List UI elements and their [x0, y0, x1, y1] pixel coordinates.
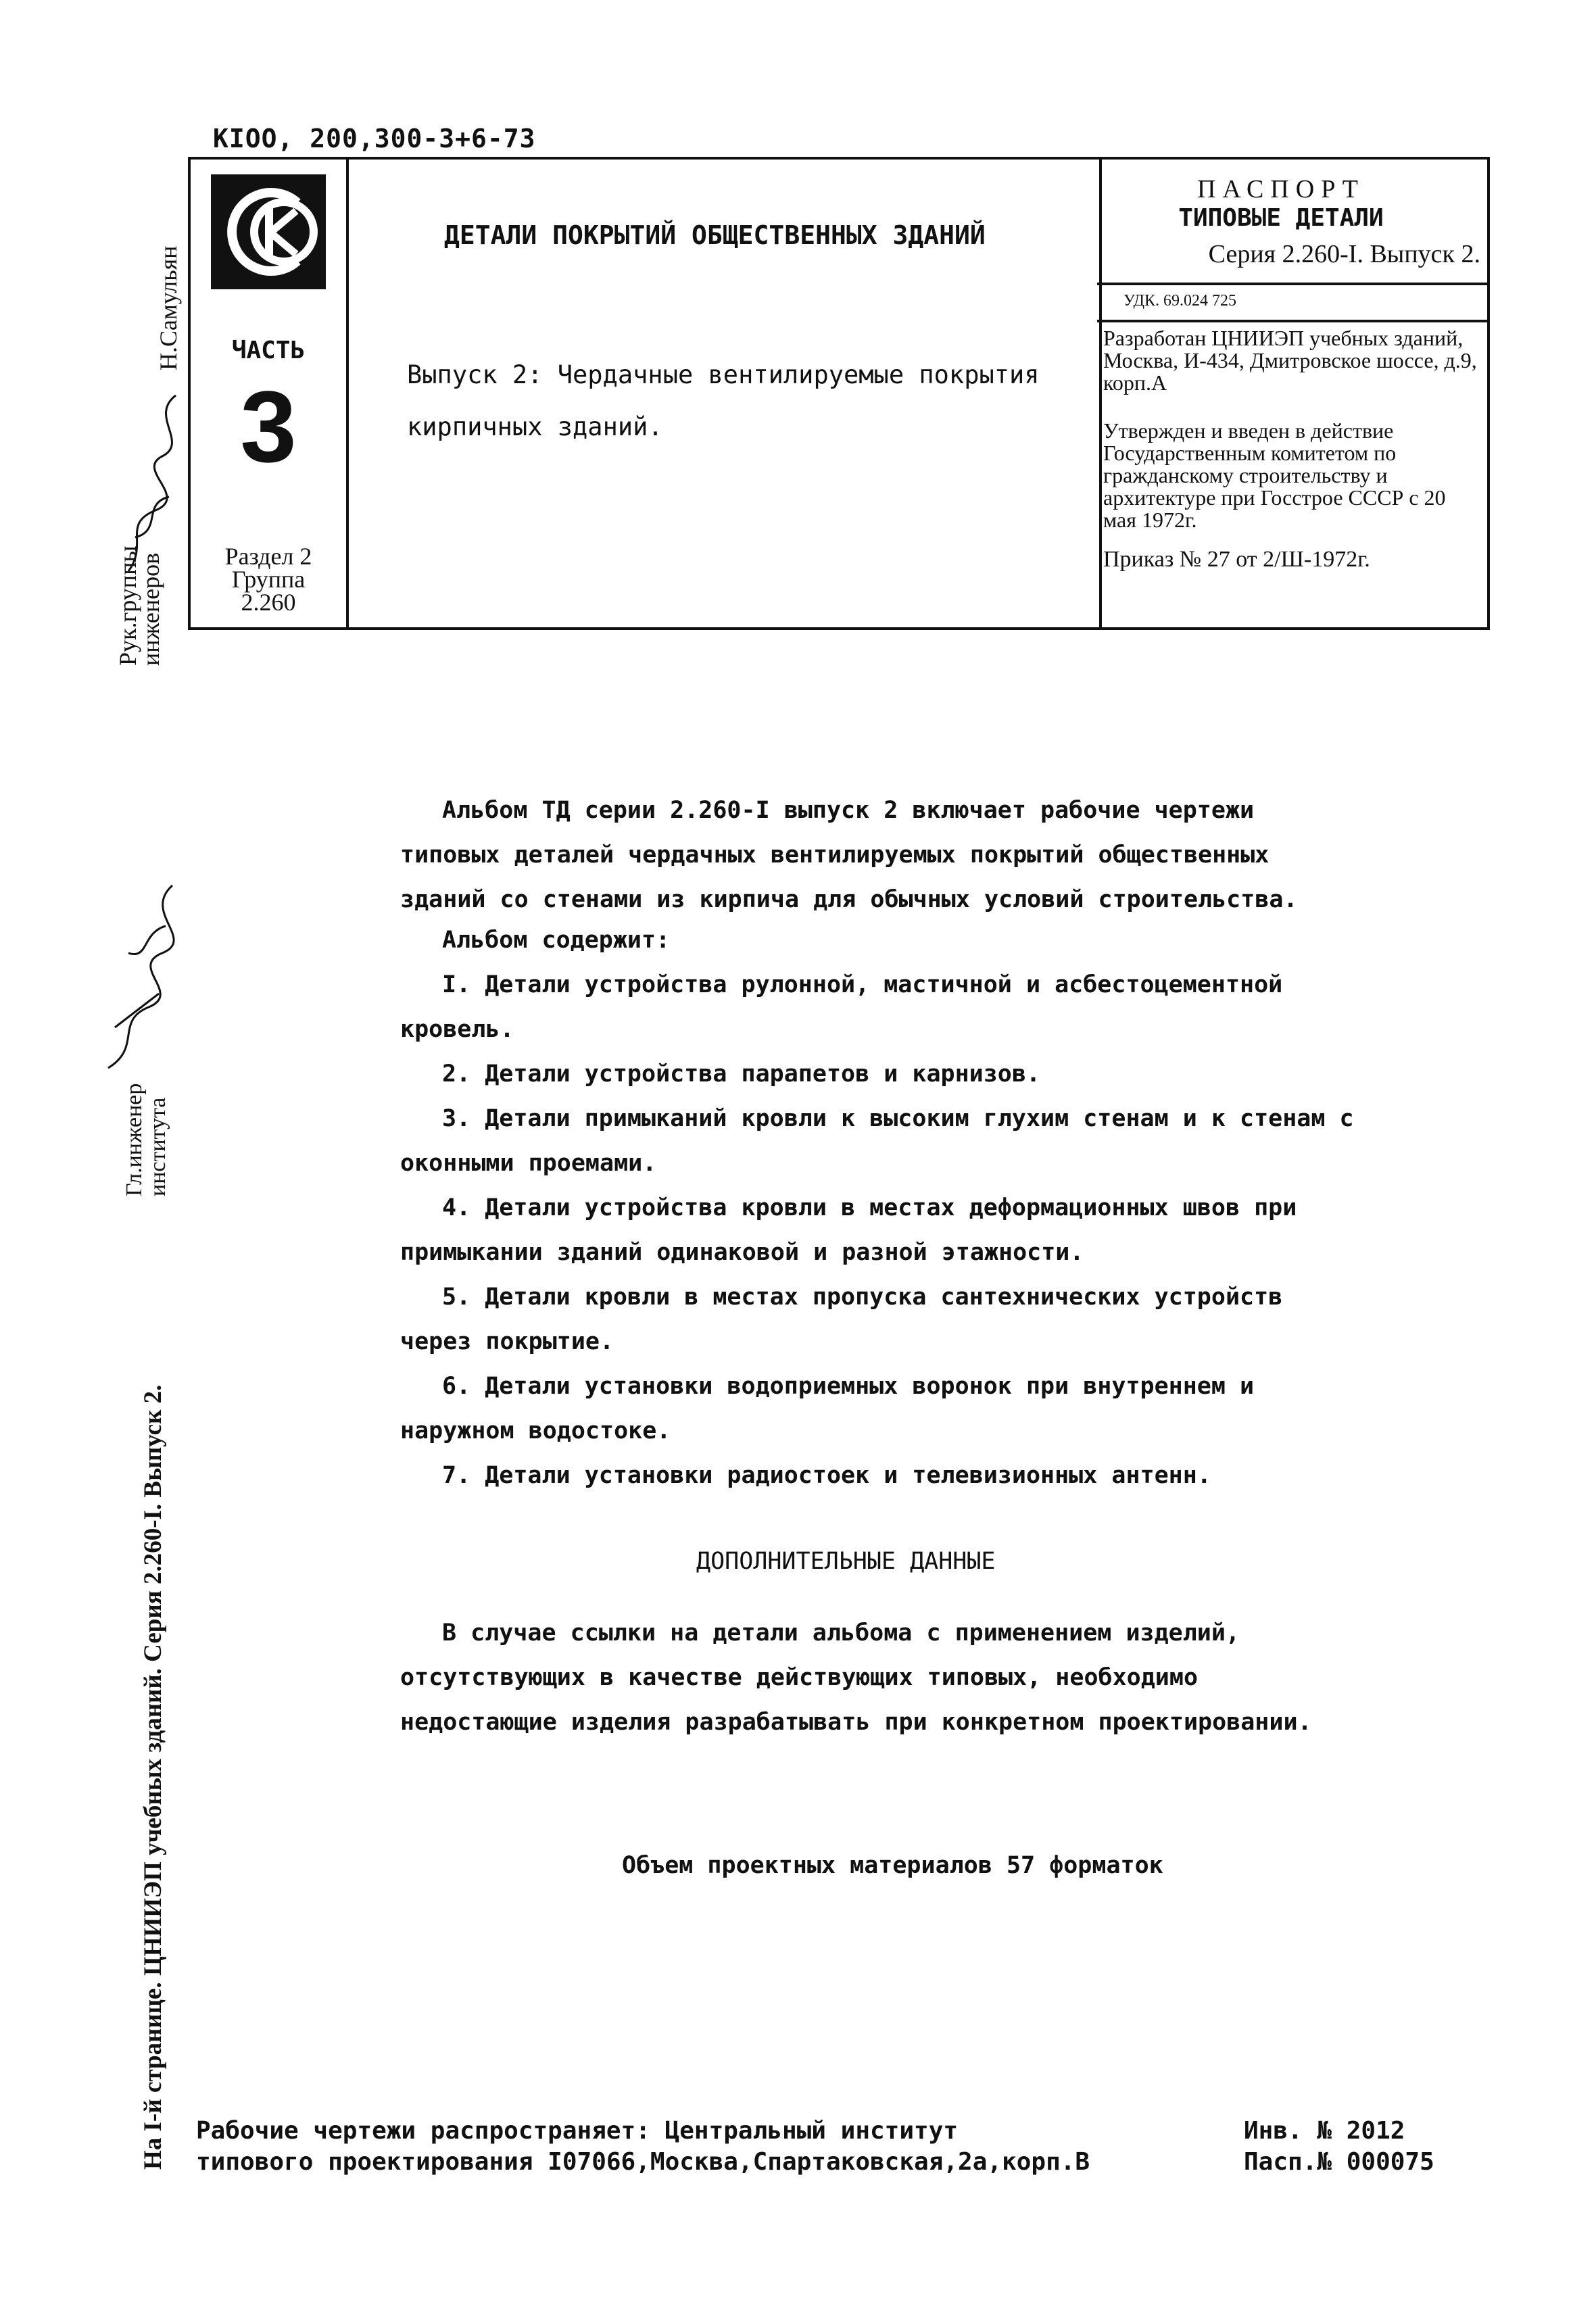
list-item: 5. Детали кровли в местах пропуска сантехнических устройств через покрытие.: [400, 1284, 1283, 1355]
passport-number: Пасп.№ 000075: [1244, 2148, 1434, 2176]
margin-institute: института: [145, 1097, 170, 1196]
list-item: 6. Детали установки водоприемных воронок при внутреннем и наружном водостоке.: [400, 1373, 1255, 1444]
sk-logo-icon: [211, 174, 326, 289]
passport-series: Серия 2.260-I. Выпуск 2.: [1208, 240, 1480, 268]
contents-list: [400, 962, 1360, 1498]
section-group: [191, 545, 346, 614]
volume-note: Объем проектных материалов 57 форматок: [622, 1852, 1163, 1879]
margin-group-head: Рук.группы: [114, 545, 141, 666]
intro-paragraph: Альбом ТД серии 2.260-I выпуск 2 включает рабочие чертежи типовых деталей чердачных вентилируемых покрытий общественных зданий со стенами из кирпича для обычных условий строительства.: [400, 797, 1298, 913]
additional-data-heading: ДОПОЛНИТЕЛЬНЫЕ ДАННЫЕ: [696, 1548, 996, 1575]
part-number: 3: [240, 370, 297, 483]
udk-divider: [1097, 283, 1487, 285]
distributor-note: [196, 2116, 1090, 2178]
margin-chief-engineer: Гл.инженер: [122, 1083, 147, 1196]
group-line: Группа: [231, 566, 306, 593]
distributor-line: Рабочие чертежи распространяет: Центральный институт: [196, 2117, 959, 2145]
issue-description: Выпуск 2: Чердачные вентилируемые покрытия кирпичных зданий.: [407, 360, 1040, 441]
udk-divider-bottom: [1097, 320, 1487, 322]
passport-subtitle: ТИПОВЫЕ ДЕТАЛИ: [1178, 204, 1384, 232]
document-code: КIОО, 200,300-3+6-73: [213, 124, 536, 153]
distributor-address: типового проектирования I07066,Москва,Спартаковская,2а,корп.В: [196, 2148, 1090, 2176]
approved-by: Утвержден и введен в действие Государственным комитетом по гражданскому строительству и архитектуре при Госстрое СССР с 20 мая 1972г.: [1103, 418, 1446, 532]
group-number-line: 2.260: [241, 589, 296, 616]
margin-bottom-note: На I-й странице. ЦНИИЭП учебных зданий. Серия 2.260-I. Выпуск 2.: [139, 1384, 167, 2170]
inventory-numbers: [1244, 2116, 1434, 2178]
udk-code: УДК. 69.024 725: [1123, 292, 1236, 310]
list-item: 2. Детали устройства парапетов и карнизов.: [442, 1061, 1041, 1088]
additional-data-paragraph: В случае ссылки на детали альбома с применением изделий, отсутствующих в качестве действующих типовых, необходимо недостающие изделия разрабатывать при конкретном проектировании.: [400, 1619, 1312, 1736]
list-item: 7. Детали установки радиостоек и телевизионных антенн.: [442, 1462, 1211, 1489]
inventory-number: Инв. № 2012: [1244, 2117, 1405, 2145]
section-line: Раздел 2: [224, 543, 312, 570]
title-block-divider-left: [346, 160, 349, 627]
list-item: I. Детали устройства рулонной, мастичной и асбестоцементной кровель.: [400, 971, 1283, 1043]
margin-engineers: инженеров: [137, 552, 164, 666]
title-block: [188, 157, 1490, 630]
list-item: 3. Детали примыканий кровли к высоким глухим стенам и к стенам с оконными проемами.: [400, 1105, 1354, 1177]
part-label: ЧАСТЬ: [231, 337, 306, 364]
signature-icon: [108, 389, 189, 578]
document-title: ДЕТАЛИ ПОКРЫТИЙ ОБЩЕСТВЕННЫХ ЗДАНИЙ: [444, 220, 986, 250]
signature-icon: [95, 872, 183, 1075]
list-item: 4. Детали устройства кровли в местах деформационных швов при примыкании зданий одинаковой и разной этажности.: [400, 1194, 1297, 1266]
order-number: Приказ № 27 от 2/Ш-1972г.: [1103, 547, 1370, 572]
margin-name: Н.Самульян: [155, 245, 182, 370]
developed-by: Разработан ЦНИИЭП учебных зданий, Москва, И-434, Дмитровское шоссе, д.9, корп.А: [1103, 326, 1477, 395]
contents-label: Альбом содержит:: [442, 927, 671, 954]
passport-title: ПАСПОРТ: [1196, 175, 1365, 203]
